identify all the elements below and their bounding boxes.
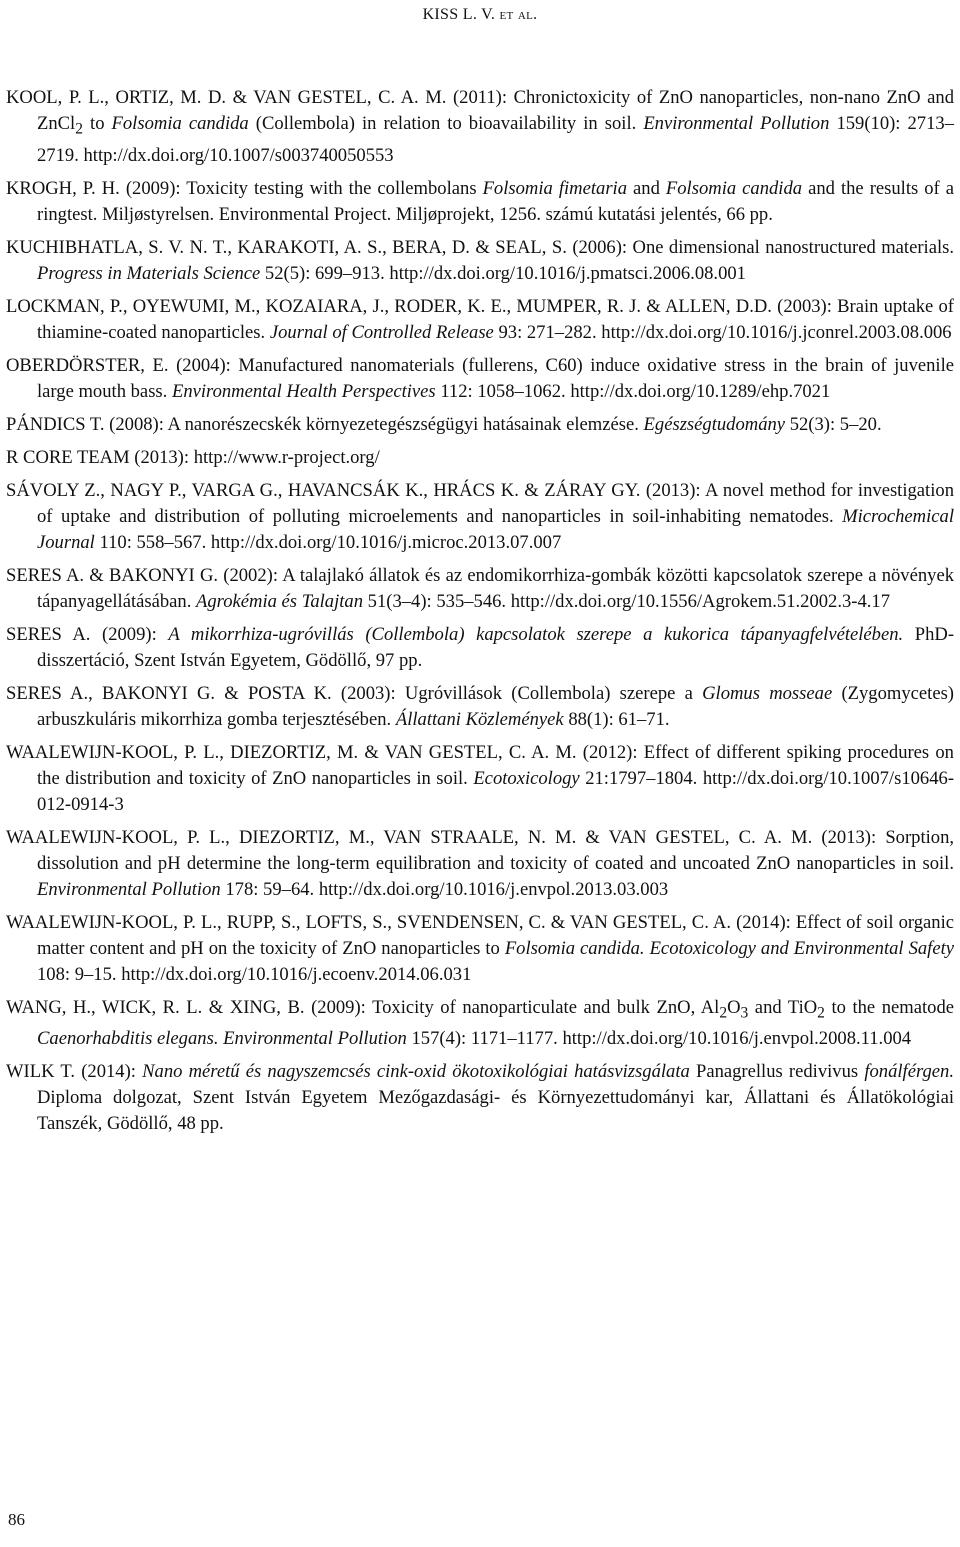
ref-species: Glomus mosseae (702, 682, 833, 704)
ref-title: Sorption, dissolution and pH determine the long-term equilibration and toxicity of coated and uncoated ZnO nanoparticles in soil. (37, 826, 955, 874)
ref-title: A mikorrhiza-ugróvillás (Collembola) kapcsolatok szerepe a kukorica tápanyagfelvételében. (168, 623, 904, 645)
ref-doi[interactable]: http://dx.doi.org/10.1016/j.ecoenv.2014.06.031 (121, 963, 472, 985)
ref-volume: 93: 271–282. (498, 321, 597, 343)
ref-year: (2009): (102, 623, 157, 645)
reference-wilk-2014 (6, 1059, 954, 1137)
ref-title: One dimensional nanostructured materials. (632, 236, 954, 258)
ref-year: (2013): (134, 446, 190, 468)
ref-authors: SERES A. & BAKONYI G. (6, 564, 219, 586)
ref-doi[interactable]: http://dx.doi.org/10.1007/s10646-012-0914-3 (37, 767, 955, 815)
ref-volume: 88(1): 61–71. (568, 708, 670, 730)
ref-species: Folsomia candida. (504, 937, 645, 959)
reference-waalewijn-kool-2014 (6, 910, 954, 988)
ref-species: Caenorhabditis elegans. (37, 1028, 219, 1050)
ref-subscript: 2 (75, 120, 83, 138)
ref-year: (2003): (777, 295, 832, 317)
reference-waalewijn-kool-2013 (6, 825, 954, 903)
ref-title: A talajlakó állatok és az endomikorrhiza-gombák közötti kapcsolatok szerepe a növények tápanyagellátásában. (37, 564, 955, 612)
ref-year: (2008): (109, 413, 164, 435)
ref-title: Brain uptake of thiamine-coated nanoparticles. (37, 295, 954, 343)
ref-journal: Ecotoxicology and Environmental Safety (649, 937, 954, 959)
ref-journal: Environmental Pollution (643, 113, 830, 134)
ref-journal: Progress in Materials Science (37, 262, 261, 284)
ref-authors: LOCKMAN, P., OYEWUMI, M., KOZAIARA, J., RODER, K. E., MUMPER, R. J. & ALLEN, D.D. (6, 295, 772, 317)
ref-title: A novel method for investigation of uptake and distribution of polluting microelements and nanoparticles in soil-inhabiting nematodes. (37, 479, 954, 527)
ref-species: Folsomia candida (111, 113, 249, 134)
reference-seres-bakonyi-2002 (6, 563, 954, 615)
ref-year: (2004): (176, 354, 231, 376)
ref-title-part: O (727, 996, 741, 1018)
ref-volume: 157(4): 1171–1177. (411, 1028, 558, 1050)
reference-seres-bakonyi-posta-2003 (6, 681, 954, 733)
ref-doi[interactable]: http://dx.doi.org/10.1016/j.envpol.2008.11.004 (562, 1028, 912, 1050)
ref-title: A nanorészecskék környezetegészségügyi hatásainak elemzése. (167, 413, 639, 435)
ref-species: Folsomia fimetaria (482, 177, 628, 199)
ref-title-part: (Collembola) in relation to bioavailability in soil. (248, 113, 637, 134)
ref-volume: 159(10): 2713–2719. (37, 113, 954, 166)
ref-species: Panagrellus redivivus (689, 1061, 865, 1083)
ref-journal: Environmental Pollution (37, 878, 221, 900)
ref-title-part: to (82, 113, 112, 134)
reference-kuchibhatla-2006 (6, 235, 954, 287)
ref-details: Diploma dolgozat, Szent István Egyetem Mezőgazdasági- és Környezettudományi kar, Állattani és Állatökológiai Tanszék, Gödöllő, 48 pp. (37, 1087, 954, 1135)
ref-journal: Ecotoxicology (473, 767, 580, 789)
ref-authors: OBERDÖRSTER, E. (6, 354, 169, 376)
ref-year: (2013): (645, 479, 701, 501)
ref-doi[interactable]: http://dx.doi.org/10.1556/Agrokem.51.2002.3-4.17 (510, 590, 891, 612)
reference-pandics-2008 (6, 412, 954, 438)
page-number: 86 (8, 1510, 25, 1529)
ref-volume: 52(3): 5–20. (789, 413, 882, 435)
ref-authors: KUCHIBHATLA, S. V. N. T., KARAKOTI, A. S., BERA, D. & SEAL, S. (6, 236, 567, 258)
ref-details: PhD-disszertáció, Szent István Egyetem, Gödöllő, 97 pp. (37, 623, 955, 671)
reference-list (6, 85, 954, 1144)
reference-oberdorster-2004 (6, 353, 954, 405)
reference-kool-2011 (6, 85, 954, 169)
ref-journal: Állattani Közlemények (395, 708, 564, 730)
ref-title: Nano méretű és nagyszemcsés cink-oxid ökotoxikológiai hatásvizsgálata (142, 1061, 690, 1083)
ref-title-part: fonálférgen. (864, 1061, 954, 1083)
ref-year: (2003): (340, 682, 396, 704)
reference-krogh-2009 (6, 176, 954, 228)
ref-year: (2013): (821, 826, 877, 848)
running-head: KISS L. V. et al. (422, 6, 538, 23)
ref-doi[interactable]: http://dx.doi.org/10.1016/j.microc.2013.07.007 (210, 531, 562, 553)
ref-title-part: and the results of a ringtest. Miljøstyrelsen. Environmental Project. Miljøprojekt, 1256. számú kutatási jelentés, 66 pp. (37, 177, 955, 225)
ref-volume: 112: 1058–1062. (440, 380, 566, 402)
ref-authors: KROGH, P. H. (6, 177, 120, 199)
ref-authors: KOOL, P. L., ORTIZ, M. D. & VAN GESTEL, C. A. M. (6, 87, 447, 108)
ref-subscript: 2 (719, 1004, 728, 1022)
reference-wang-2009 (6, 995, 954, 1053)
ref-authors: WILK T. (6, 1061, 76, 1083)
reference-lockman-2003 (6, 294, 954, 346)
ref-title: Manufactured nanomaterials (fullerens, C60) induce oxidative stress in the brain of juvenile large mouth bass. (37, 354, 955, 402)
ref-doi[interactable]: http://dx.doi.org/10.1016/j.jconrel.2003.08.006 (601, 321, 952, 343)
ref-authors: WANG, H., WICK, R. L. & XING, B. (6, 996, 305, 1018)
ref-title: Effect of different spiking procedures on the distribution and toxicity of ZnO nanoparticles in soil. (37, 741, 954, 789)
ref-title-part: to the nematode (824, 996, 955, 1018)
ref-subscript: 2 (817, 1004, 825, 1022)
ref-year: (2014): (81, 1061, 136, 1083)
ref-title-part: (Zygomycetes) arbuszkuláris mikorrhiza gomba terjesztésében. (37, 682, 954, 730)
ref-year: (2006): (572, 236, 628, 258)
ref-volume: 110: 558–567. (99, 531, 207, 553)
ref-year: (2009): (311, 996, 366, 1018)
ref-volume: 108: 9–15. (37, 963, 117, 985)
ref-journal: Agrokémia és Talajtan (196, 590, 364, 612)
ref-year: (2011): (452, 87, 508, 108)
ref-title-part: and (627, 177, 666, 199)
ref-authors: SERES A. (6, 623, 91, 645)
ref-authors: WAALEWIJN-KOOL, P. L., DIEZORTIZ, M., VAN STRAALE, N. M. & VAN GESTEL, C. A. M. (6, 826, 813, 848)
reference-seres-2009 (6, 622, 954, 674)
reference-savoly-2013 (6, 478, 954, 556)
ref-journal: Egészségtudomány (643, 413, 786, 435)
ref-authors: SÁVOLY Z., NAGY P., VARGA G., HAVANCSÁK K., HRÁCS K. & ZÁRAY GY. (6, 479, 641, 501)
ref-title: Effect of soil organic matter content and pH on the toxicity of ZnO nanoparticles to (37, 911, 955, 959)
ref-title: Chronictoxicity of ZnO nanoparticles, non-nano ZnO and ZnCl (37, 87, 954, 134)
ref-journal: Environmental Pollution (223, 1028, 407, 1050)
ref-journal: Microchemical Journal (37, 505, 954, 553)
ref-doi[interactable]: http://dx.doi.org/10.1289/ehp.7021 (570, 380, 831, 402)
ref-authors: PÁNDICS T. (6, 413, 105, 435)
ref-year: (2002): (223, 564, 279, 586)
ref-authors: SERES A., BAKONYI G. & POSTA K. (6, 682, 332, 704)
ref-volume: 51(3–4): 535–546. (367, 590, 507, 612)
ref-journal: Journal of Controlled Release (269, 321, 494, 343)
ref-url[interactable]: http://www.r-project.org/ (193, 446, 380, 468)
ref-authors: WAALEWIJN-KOOL, P. L., DIEZORTIZ, M. & VAN GESTEL, C. A. M. (6, 741, 577, 763)
ref-year: (2012): (582, 741, 638, 763)
ref-subscript: 3 (740, 1004, 749, 1022)
ref-species: Folsomia candida (665, 177, 803, 199)
ref-year: (2014): (736, 911, 791, 933)
ref-journal: Environmental Health Perspectives (171, 380, 436, 402)
reference-waalewijn-kool-2012 (6, 740, 954, 818)
ref-doi[interactable]: http://dx.doi.org/10.1016/j.envpol.2013.03.003 (318, 878, 669, 900)
ref-title: Ugróvillások (Collembola) szerepe a (404, 682, 703, 704)
ref-title: Toxicity of nanoparticulate and bulk ZnO, Al (372, 996, 720, 1018)
ref-volume: 21:1797–1804. (585, 767, 698, 789)
ref-doi[interactable]: http://dx.doi.org/10.1007/s003740050553 (83, 144, 394, 166)
ref-volume: 52(5): 699–913. (264, 262, 385, 284)
ref-title-part: and TiO (748, 996, 818, 1018)
ref-doi[interactable]: http://dx.doi.org/10.1016/j.pmatsci.2006.08.001 (389, 262, 746, 284)
ref-authors: R CORE TEAM (6, 446, 130, 468)
ref-volume: 178: 59–64. (225, 878, 315, 900)
ref-title: Toxicity testing with the collembolans (186, 177, 483, 199)
ref-authors: WAALEWIJN-KOOL, P. L., RUPP, S., LOFTS, S., SVENDENSEN, C. & VAN GESTEL, C. A. (6, 911, 731, 933)
ref-year: (2009): (125, 177, 181, 199)
reference-r-core-2013 (6, 445, 954, 471)
